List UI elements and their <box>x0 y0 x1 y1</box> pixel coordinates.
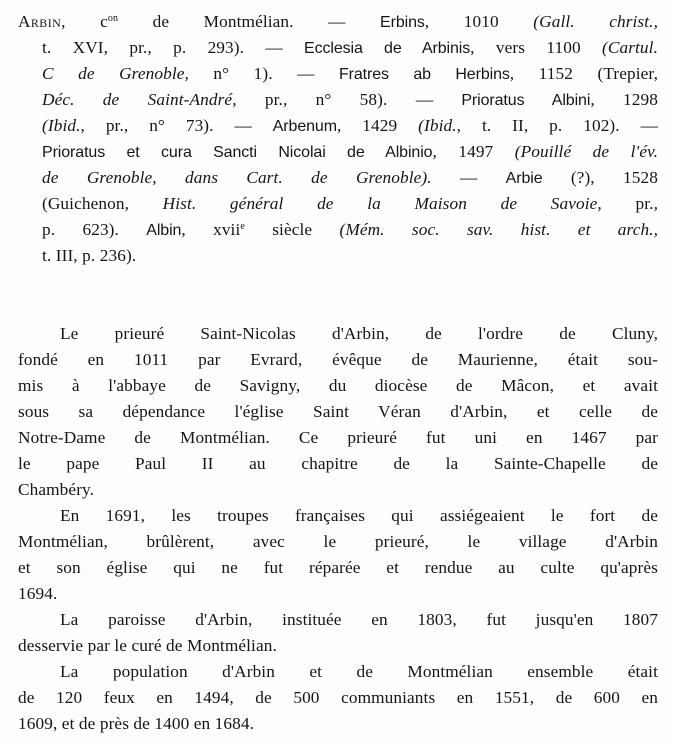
paragraph-2-line-3: et son église qui ne fut réparée et rendue au culte qu'après <box>18 558 658 577</box>
paragraph-1-line-5: Notre-Dame de Montmélian. Ce prieuré fut uni en 1467 par <box>18 428 658 447</box>
header-line-10 <box>42 243 658 269</box>
header-line-9 <box>42 217 658 244</box>
header-line-5-run-5: (Ibid. <box>418 116 457 135</box>
header-line-4-run-2: pr., n° 58). — <box>236 90 462 109</box>
header-line-8-run-1: (Guichenon, <box>42 194 163 213</box>
header-line-5-run-2: , pr., n° 73). — <box>80 116 273 135</box>
header-line-5-run-3: Arbenum <box>272 118 337 135</box>
paragraph-1-line-3: mis à l'abbaye de Savigny, du diocèse de Mâcon, et avait <box>18 376 658 395</box>
header-line-5-run-1: (Ibid. <box>42 116 81 135</box>
header-line-4-run-4: , 1298 <box>590 90 658 109</box>
header-line-4-run-1: Déc. de Saint-André, <box>42 90 237 109</box>
header-line-9-run-1: p. 623). <box>42 220 147 239</box>
header-line-10-run-1: t. III, p. 236). <box>42 246 137 265</box>
paragraph-2-line-2: Montmélian, brûlèrent, avec le prieuré, le village d'Arbin <box>18 532 658 551</box>
header-line-8 <box>42 191 658 217</box>
header-line-1-run-6: , 1010 <box>424 12 534 31</box>
paragraph-2-line-4: 1694. <box>18 584 58 603</box>
header-line-7-run-1: de Grenoble, dans Cart. de Grenoble). <box>42 168 432 187</box>
header-line-9-run-5: siècle <box>244 220 340 239</box>
header-line-1-run-1: Arbin <box>18 12 62 31</box>
header-line-2 <box>42 35 658 62</box>
header-line-1 <box>18 9 658 36</box>
header-line-6-run-1: Prioratus et cura Sancti Nicolai de Albinio <box>42 144 433 161</box>
header-line-2-run-4: (Cartul. <box>601 38 658 57</box>
paragraph-1-line-1: Le prieuré Saint-Nicolas d'Arbin, de l'ordre de Cluny, <box>60 324 658 343</box>
header-line-5-run-6: , t. II, p. 102). — <box>456 116 658 135</box>
header-line-6 <box>42 139 658 166</box>
header-line-8-run-3: pr., <box>601 194 658 213</box>
header-line-7 <box>42 165 658 192</box>
header-line-3-run-2: n° 1). — <box>188 64 339 83</box>
header-line-9-run-6: (Mém. soc. sav. hist. et arch., <box>339 220 659 239</box>
header-line-1-run-4: de Montmélian. — <box>118 12 381 31</box>
header-line-2-run-1: t. XVI, pr., p. 293). — <box>42 38 305 57</box>
header-line-8-run-2: Hist. général de la Maison de Savoie, <box>162 194 602 213</box>
paragraph-1-line-4: sous sa dépendance l'église Saint Véran d'Arbin, et celle de <box>18 402 658 421</box>
header-line-9-run-2: Albin <box>146 222 182 239</box>
header-line-6-run-2: , 1497 <box>432 142 515 161</box>
header-line-5 <box>42 113 658 140</box>
paragraph-1-line-6: le pape Paul II au chapitre de la Sainte-Chapelle de <box>18 454 658 473</box>
header-line-7-run-2: — <box>431 168 506 187</box>
header-line-3-run-3: Fratres ab Herbins <box>338 66 510 83</box>
header-line-7-run-4: (?), 1528 <box>542 168 658 187</box>
header-line-2-run-3: , vers 1100 <box>470 38 602 57</box>
header-line-3-run-1: C de Grenoble, <box>42 64 189 83</box>
header-line-1-run-2: , c <box>61 12 108 31</box>
paragraph-2-line-1: En 1691, les troupes françaises qui assiégeaient le fort de <box>60 506 658 525</box>
paragraph-4-line-2: de 120 feux en 1494, de 500 communiants en 1551, de 600 en <box>18 688 658 707</box>
paragraph-4-line-1: La population d'Arbin et de Montmélian ensemble était <box>60 662 658 681</box>
header-line-1-run-7: (Gall. christ., <box>533 12 659 31</box>
header-line-9-run-4: e <box>240 221 245 232</box>
header-line-2-run-2: Ecclesia de Arbinis <box>304 40 471 57</box>
header-line-3-run-4: , 1152 (Trepier, <box>509 64 658 83</box>
header-line-1-run-3: on <box>107 13 119 24</box>
paragraph-3-line-2: desservie par le curé de Montmélian. <box>18 636 277 655</box>
paragraph-3-line-1: La paroisse d'Arbin, instituée en 1803, fut jusqu'en 1807 <box>60 610 658 629</box>
header-line-4 <box>42 87 658 114</box>
header-line-3 <box>42 61 658 88</box>
header-line-7-run-3: Arbie <box>505 170 543 187</box>
header-line-9-run-3: , xvii <box>181 220 241 239</box>
paragraph-4-line-3: 1609, et de près de 1400 en 1684. <box>18 714 255 733</box>
header-line-6-run-3: (Pouillé de l'év. <box>514 142 658 161</box>
header-line-5-run-4: , 1429 <box>336 116 419 135</box>
paragraph-1-line-2: fondé en 1011 par Evrard, évêque de Maurienne, était sou- <box>18 350 658 369</box>
paragraph-1-line-7: Chambéry. <box>18 480 95 499</box>
header-line-4-run-3: Prioratus Albini <box>461 92 591 109</box>
header-line-1-run-5: Erbins <box>380 14 425 31</box>
